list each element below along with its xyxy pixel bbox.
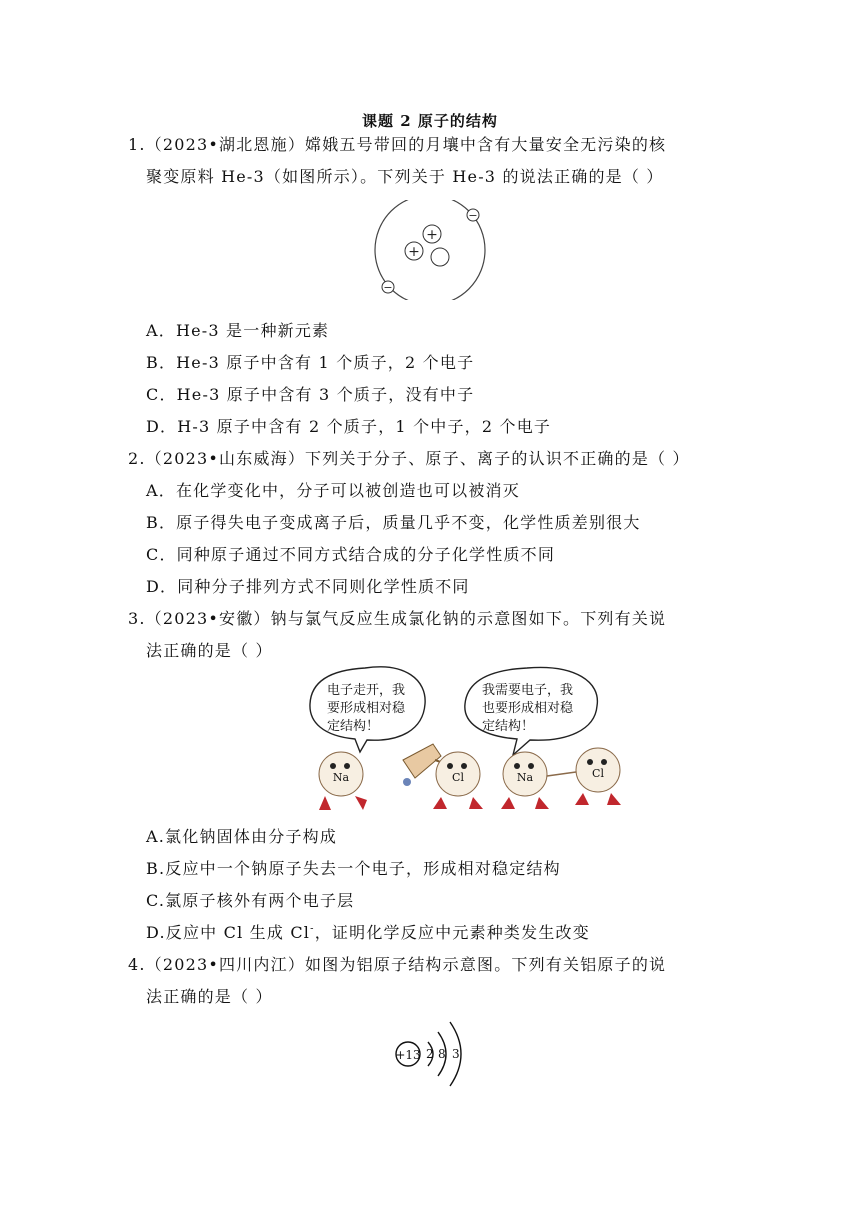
question-1-text-1: （2023•湖北恩施）嫦娥五号带回的月壤中含有大量安全无污染的核 — [145, 135, 667, 154]
question-1-option-d: D．H-3 原子中含有 2 个质子，1 个中子，2 个电子 — [146, 417, 552, 436]
bubble-right-line-3: 定结构！ — [482, 719, 535, 734]
shell-electrons-1: 2 — [426, 1047, 434, 1061]
chlorine-atom-2 — [575, 748, 621, 805]
question-3-line-1 — [128, 606, 666, 629]
bubble-right-line-2: 也要形成相对稳 — [482, 701, 574, 716]
bubble-left-line-3: 定结构！ — [327, 719, 380, 734]
atom-label-na-2: Na — [516, 771, 534, 784]
question-3-option-a: A.氯化钠固体由分子构成 — [146, 827, 338, 846]
shell-electrons-2: 8 — [438, 1047, 446, 1061]
question-4-text-1: （2023•四川内江）如图为铝原子结构示意图。下列有关铝原子的说 — [145, 955, 667, 974]
question-3-option-d-part-1: D.反应中 Cl 生成 Cl — [146, 923, 311, 942]
question-1-number: 1. — [128, 135, 146, 154]
sodium-atom-2 — [501, 752, 549, 809]
question-3-option-d — [146, 920, 590, 943]
proton-2-sign: + — [408, 244, 420, 260]
sodium-chlorine-cartoon — [305, 660, 635, 815]
question-4-line-1 — [128, 952, 666, 975]
electron-2-sign: − — [383, 281, 393, 294]
page-title: 课题 2 原子的结构 — [362, 112, 498, 130]
question-1-line-2: 聚变原料 He-3（如图所示）。下列关于 He-3 的说法正确的是（ ） — [146, 167, 664, 186]
nucleus-charge: +13 — [395, 1048, 421, 1062]
question-1-line-1 — [128, 132, 666, 155]
atom-label-na-1: Na — [332, 771, 350, 784]
question-3-line-2: 法正确的是（ ） — [146, 641, 273, 660]
question-2-option-c: C．同种原子通过不同方式结合成的分子化学性质不同 — [146, 545, 556, 564]
bubble-left-line-2: 要形成相对稳 — [327, 701, 406, 716]
question-2-line-1 — [128, 446, 690, 469]
holding-hands — [547, 772, 576, 776]
shell-electrons-3: 3 — [452, 1047, 460, 1061]
atom-label-cl-1: Cl — [452, 771, 464, 784]
bubble-left-line-1: 电子走开，我 — [327, 683, 406, 698]
question-2-text-1: （2023•山东威海）下列关于分子、原子、离子的认识不正确的是（ ） — [145, 449, 690, 468]
question-4-number: 4. — [128, 955, 146, 974]
fleeing-electron — [403, 778, 411, 786]
question-2-number: 2. — [128, 449, 146, 468]
question-3-option-d-part-2: ，证明化学反应中元素种类发生改变 — [314, 923, 590, 942]
atom-label-cl-2: Cl — [592, 767, 604, 780]
question-1-option-b: B．He-3 原子中含有 1 个质子，2 个电子 — [146, 353, 475, 372]
question-3-text-1: （2023•安徽）钠与氯气反应生成氯化钠的示意图如下。下列有关说 — [145, 609, 667, 628]
bubble-right-line-1: 我需要电子，我 — [482, 683, 574, 698]
chlorine-atom-1 — [433, 752, 483, 809]
question-3-option-c: C.氯原子核外有两个电子层 — [146, 891, 355, 910]
question-3-number: 3. — [128, 609, 146, 628]
sodium-atom-1 — [319, 752, 367, 810]
question-2-option-a: A．在化学变化中，分子可以被创造也可以被消灭 — [146, 481, 520, 500]
question-1-option-a: A．He-3 是一种新元素 — [146, 321, 330, 340]
question-4-line-2: 法正确的是（ ） — [146, 987, 273, 1006]
question-3-option-d-superscript: - — [310, 923, 315, 935]
electron-1-sign: − — [468, 209, 478, 222]
neutron — [431, 248, 449, 266]
aluminum-atom-structure — [392, 1012, 482, 1092]
question-2-option-d: D．同种分子排列方式不同则化学性质不同 — [146, 577, 470, 596]
he3-atom-diagram — [370, 200, 500, 300]
question-3-option-b: B.反应中一个钠原子失去一个电子，形成相对稳定结构 — [146, 859, 561, 878]
proton-1-sign: + — [426, 227, 438, 243]
question-2-option-b: B．原子得失电子变成离子后，质量几乎不变，化学性质差别很大 — [146, 513, 641, 532]
question-1-option-c: C．He-3 原子中含有 3 个质子，没有中子 — [146, 385, 475, 404]
